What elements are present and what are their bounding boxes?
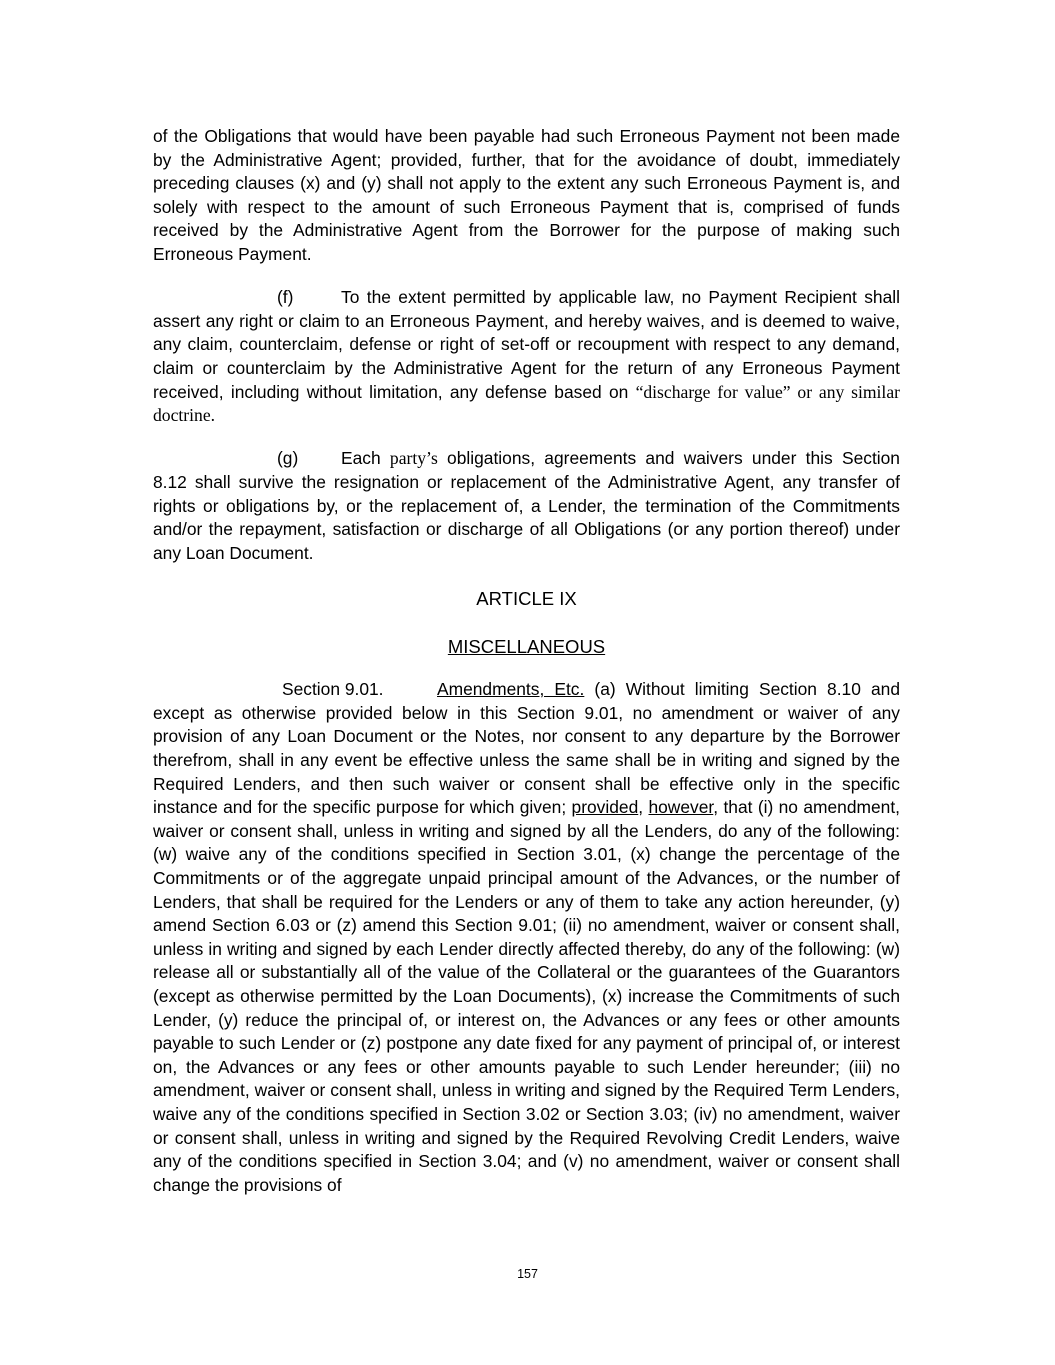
provided-term: provided xyxy=(571,797,639,818)
section-text-2: , that (i) no amendment, waiver or consent shall, unless in writing and signed by all the Lenders, do any of the following: (w) waive any of the conditions specified in Section 3.01, (x) change the percentage of the Commitments or of the aggregate unpaid principal amount of the Advances, or the number of Lenders, that shall be required for the Lenders or any of them to take any action hereunder, (y) amend Section 6.03 or (z) amend this Section 9.01; (ii) no amendment, waiver or consent shall, unless in writing and signed by each Lender directly affected thereby, do any of the following: (w) release all or substantially all of the value of the Collateral or the guarantees of the Guarantors (except as otherwise permitted by the Loan Documents), (x) increase the Commitments of such Lender, (y) reduce the principal of, or interest on, the Advances or any fees or other amounts payable to such Lender or (z) postpone any date fixed for any payment of principal of, or interest on, the Advances or any fees or other amounts payable to such Lender hereunder; (iii) no amendment, waiver or consent shall, unless in writing and signed by the Required Term Lenders, waive any of the conditions specified in Section 3.02 or Section 3.03; (iv) no amendment, waiver or consent shall, unless in writing and signed by the Required Revolving Credit Lenders, waive any of the conditions specified in Section 3.04; and (v) no amendment, waiver or consent shall change the provisions of xyxy=(153,797,900,1195)
paragraph-g-text: obligations, agreements and waivers under this Section 8.12 shall survive the resignation or replacement of the Administrative Agent, any transfer of rights or obligations by, or the replacement of, a Lender, the termination of the Commitments and/or the repayment, satisfaction or discharge of all Obligations (or any portion thereof) under any Loan Document. xyxy=(153,448,900,563)
section-number: Section 9.01. xyxy=(282,679,384,700)
paragraph-f xyxy=(153,286,900,428)
paragraph-g-lead: Each xyxy=(341,448,390,469)
paragraph-f-text: To the extent permitted by applicable law, no Payment Recipient shall assert any right or claim to an Erroneous Payment, and hereby waives, and is deemed to waive, any claim, counterclaim, defense or right of set-off or recoupment with respect to any demand, claim or counterclaim by the Administrative Agent for the return of any Erroneous Payment received, including without limitation, any defense based on xyxy=(153,287,900,402)
section-text-1: (a) Without limiting Section 8.10 and except as otherwise provided below in this Section 9.01, no amendment or waiver of any provision of any Loan Document or the Notes, nor consent to any departure by the Borrower therefrom, shall in any event be effective unless the same shall be in writing and signed by the Required Lenders, and then such waiver or consent shall be effective only in the specific instance and for the specific purpose for which given; xyxy=(153,679,900,818)
however-term: however xyxy=(648,797,714,818)
article-heading xyxy=(153,635,900,659)
paragraph-g-party: party’s xyxy=(389,448,438,469)
paragraph-f-tail: “discharge for value” or any similar doctrine. xyxy=(153,381,900,426)
document-page xyxy=(153,125,900,1197)
paragraph-continuation xyxy=(153,125,900,267)
section-title: Amendments, Etc. xyxy=(437,679,585,700)
page-number: 157 xyxy=(517,1267,538,1281)
provided-comma: , xyxy=(638,797,644,818)
paragraph-g xyxy=(153,447,900,565)
paragraph-continuation-text: of the Obligations that would have been payable had such Erroneous Payment not been made by the Administrative Agent; provided, further, that for the avoidance of doubt, immediately preceding clauses (x) and (y) shall not apply to the extent any such Erroneous Payment is, and solely with respect to the amount of such Erroneous Payment that is, comprised of funds received by the Administrative Agent from the Borrower for the purpose of making such Erroneous Payment. xyxy=(153,126,900,264)
clause-label-f: (f) xyxy=(277,287,294,308)
article-title: ARTICLE IX xyxy=(476,588,577,610)
article-heading-text: MISCELLANEOUS xyxy=(447,636,606,658)
section-9-01 xyxy=(153,678,900,1197)
clause-label-g: (g) xyxy=(277,448,299,469)
